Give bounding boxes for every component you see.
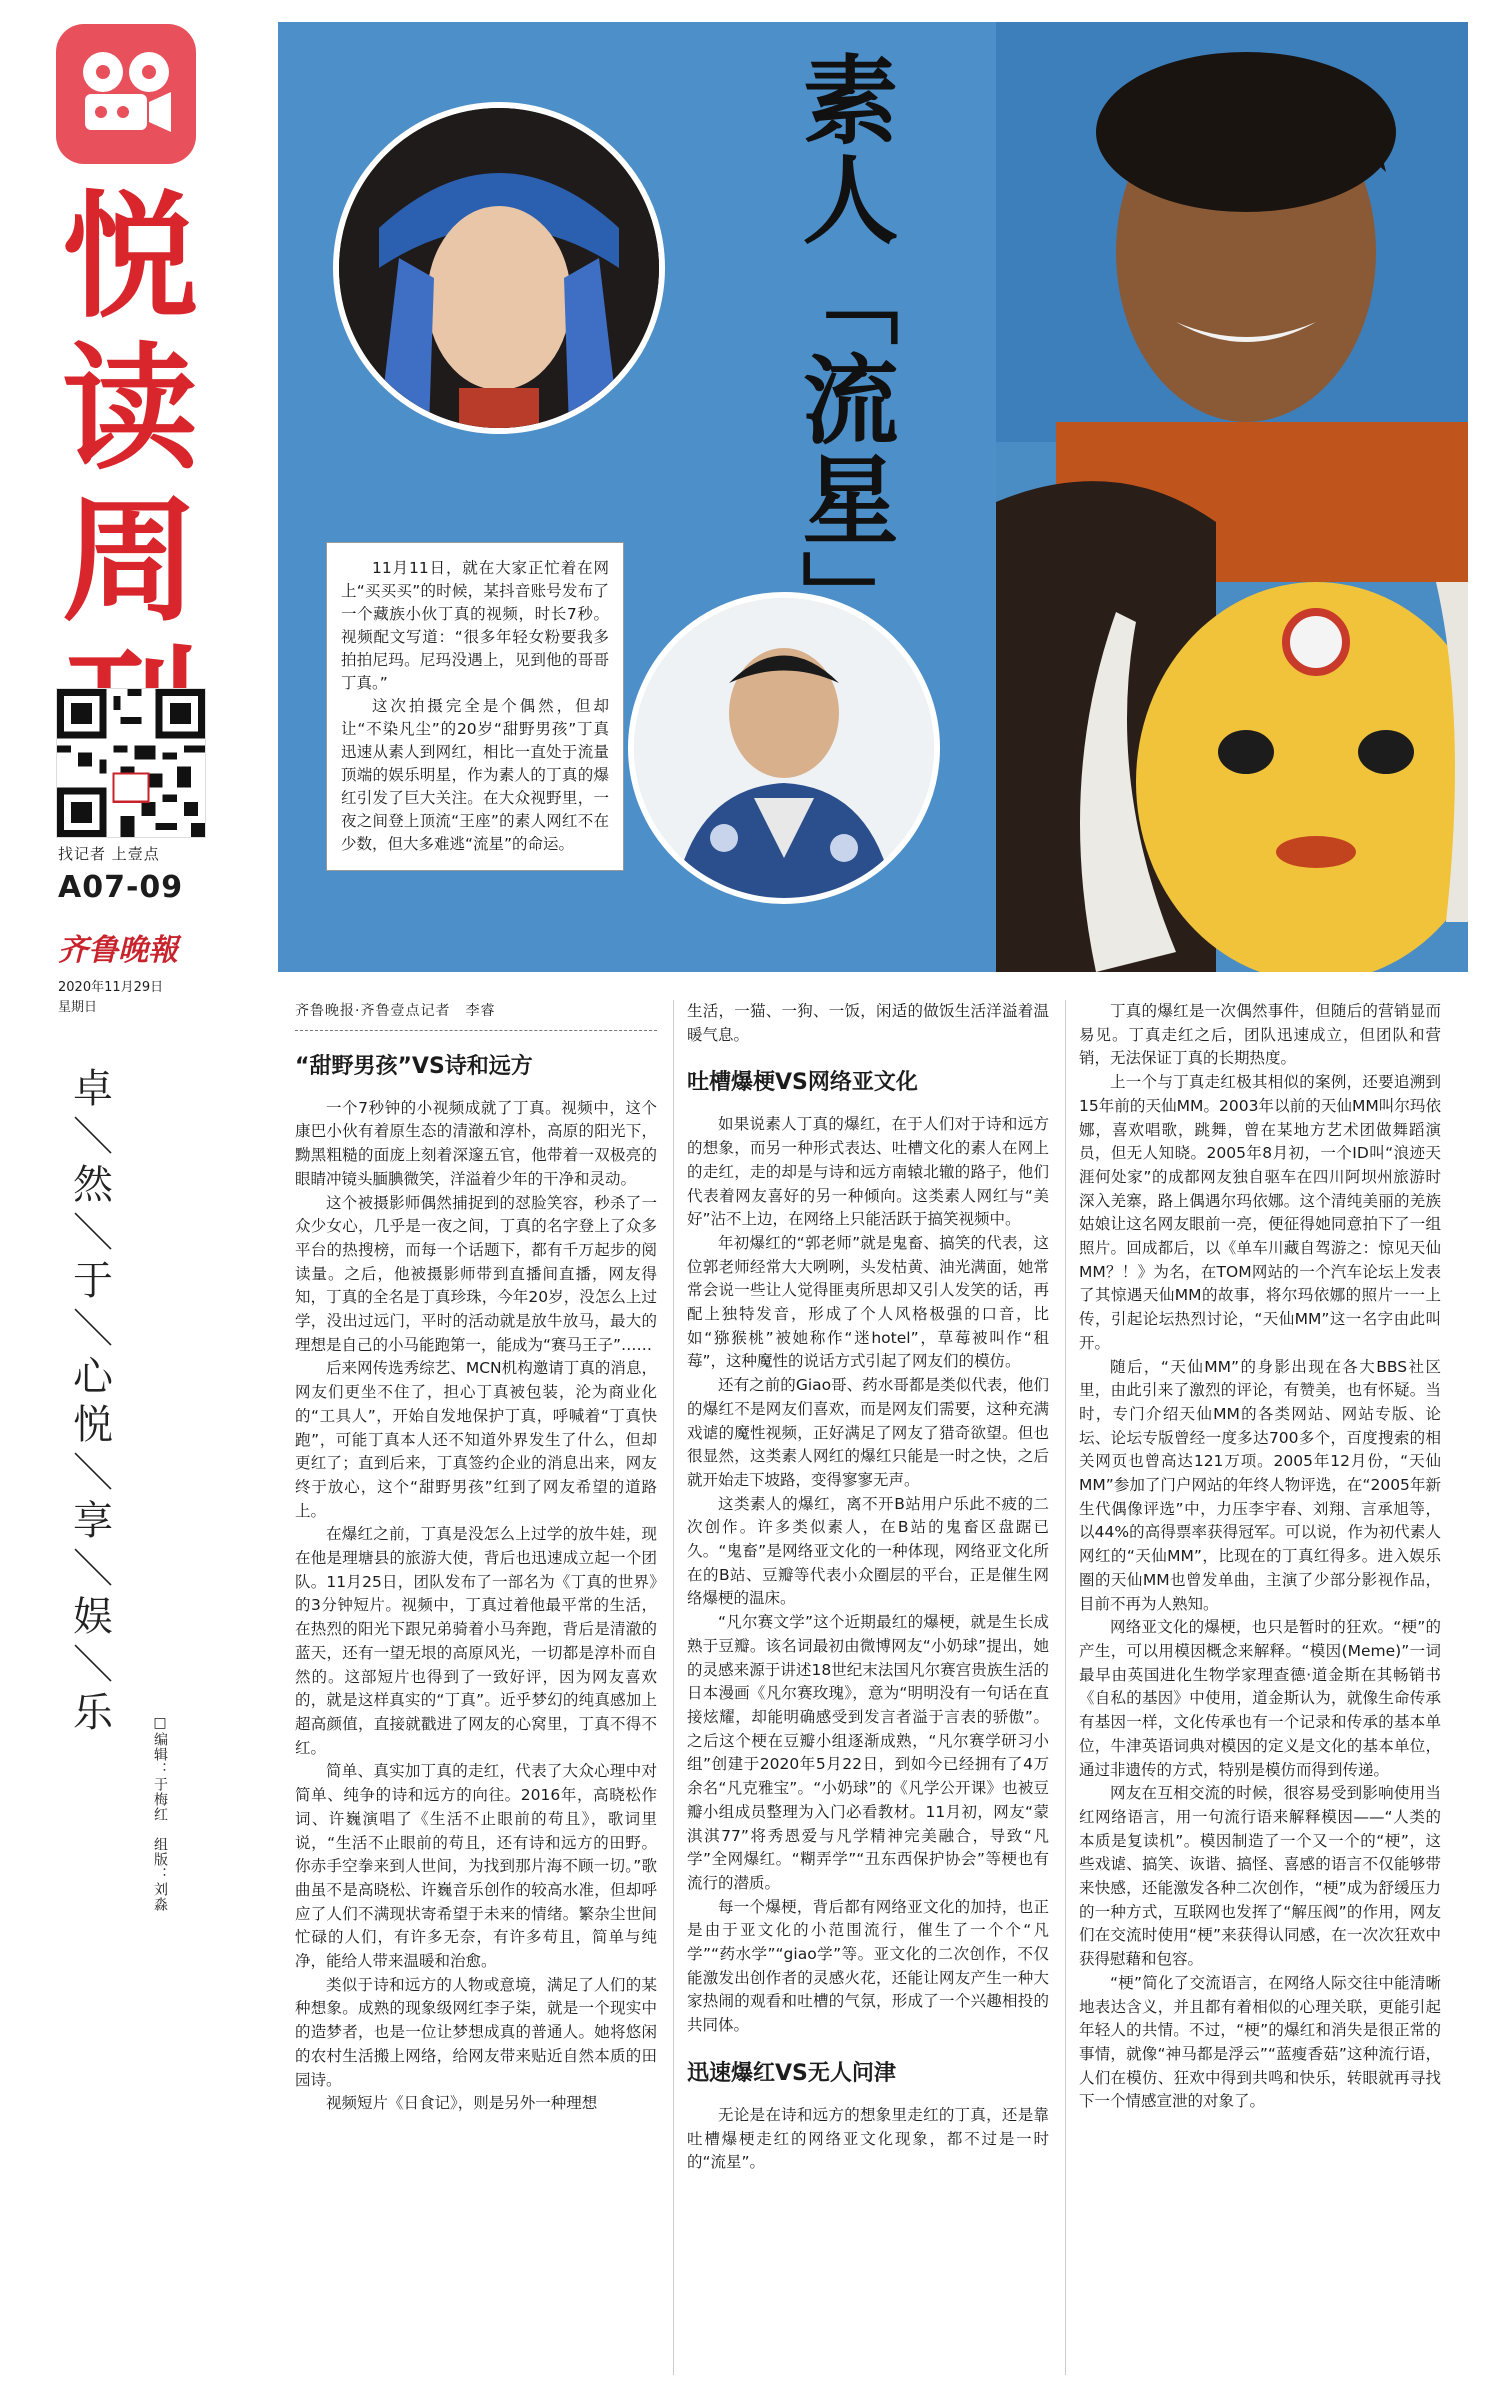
intro-box [326, 542, 624, 871]
masthead-title-char: 周 [62, 483, 198, 641]
paragraph: 随后，“天仙MM”的身影出现在各大BBS社区里，由此引来了激烈的评论，有赞美，也有怀疑。当时，专门介绍天仙MM的各类网站、网站专版、论坛、论坛专版曾经一度多达700多个，百度搜索的相关网页也曾高达121万项。2005年12月份，“天仙MM”参加了门户网站的年终人物评选，在“2005年新生代偶像评选”中，力压李宇春、刘翔、言承旭等，以44%的高得票率获得冠军。可以说，作为初代素人网红的“天仙MM”，比现在的丁真红得多。进入娱乐圈的天仙MM也曾发单曲，主演了少部分影视作品，目前不再为人熟知。 [1079, 1357, 1441, 1613]
page-numbers: A07-09 [58, 870, 184, 905]
slogan-char: ＼ [73, 1210, 113, 1256]
article-column-1 [295, 1000, 657, 2116]
paragraph: 这类素人的爆红，离不开B站用户乐此不疲的二次创作。许多类似素人，在B站的鬼畜区盘踞已久。“鬼畜”是网络亚文化的一种体现，网络亚文化所在的B站、豆瓣等代表小众圈层的平台，正是催生网络爆梗的温床。 [687, 1494, 1049, 1608]
slogan-char: 乐 [73, 1690, 113, 1736]
paragraph: “凡尔赛文学”这个近期最红的爆梗，就是生长成熟于豆瓣。该名词最初由微博网友“小奶球”提出，她的灵感来源于讲述18世纪末法国凡尔赛宫贵族生活的日本漫画《凡尔赛玫瑰》，意为“明明没有一句话在直接炫耀，却能明确感受到发言者溢于言表的骄傲”。之后这个梗在豆瓣小组逐渐成熟，“凡尔赛学研习小组”创建于2020年5月22日，到如今已经拥有了4万余名“凡克雅宝”。“小奶球”的《凡学公开课》也被豆瓣小组成员整理为入门必看教材。11月初，网友“蒙淇淇77”将秀恩爱与凡学精神完美融合，导致“凡学”全网爆红。“糊弄学”“丑东西保护协会”等梗也有流行的潜质。 [687, 1613, 1049, 1892]
paragraph: 每一个爆梗，背后都有网络亚文化的加持，也正是由于亚文化的小范围流行，催生了一个个“凡学”“药水学”“giao学”等。亚文化的二次创作，不仅能激发出创作者的灵感火花，还能让网友产生一种大家热闹的观看和吐槽的气氛，形成了一个兴趣相投的共同体。 [687, 1897, 1049, 2035]
paragraph: “梗”简化了交流语言，在网络人际交往中能清晰地表达含义，并且都有着相似的心理关联，更能引起年轻人的共情。不过，“梗”的爆红和消失是很正常的事情，就像“神马都是浮云”“蓝瘦香菇”这种流行语，人们在模仿、狂欢中得到共鸣和快乐，转眼就再寻找下一个情感宣泄的对象了。 [1079, 1973, 1441, 2111]
slogan-char: 于 [73, 1258, 113, 1304]
date-text: 2020年11月29日 [58, 980, 164, 995]
byline: 齐鲁晚报·齐鲁壹点记者 李睿 [295, 1000, 657, 1031]
masthead-title-char: 读 [62, 331, 198, 489]
slogan-char: 心 [73, 1354, 113, 1400]
paragraph: 还有之前的Giao哥、药水哥都是类似代表，他们的爆红不是网友们喜欢，而是网友们需要，这种充满戏谑的魔性视频，正好满足了网友了猎奇欲望。但也很显然，这类素人网红的爆红只能是一时之快，之后就开始走下坡路，变得寥寥无声。 [687, 1376, 1049, 1489]
slogan-char: ＼ [73, 1306, 113, 1352]
column-divider [1065, 1000, 1066, 2375]
portrait-photo-icon [996, 22, 1468, 972]
film-camera-icon [71, 44, 181, 144]
column-divider [673, 1000, 674, 2375]
slogan-char: ＼ [73, 1642, 113, 1688]
slogan-char: 然 [73, 1162, 113, 1208]
paragraph: 后来网传选秀综艺、MCN机构邀请丁真的消息，网友们更坐不住了，担心丁真被包装，沦为商业化的“工具人”，开始自发地保护丁真，呼喊着“丁真快跑”，可能丁真本人还不知道外界发生了什么，但却更红了；直到后来，丁真签约企业的消息出来，网友终于放心，这个“甜野男孩”红到了网友希望的道路上。 [295, 1359, 657, 1520]
photo-tibetan-boy [996, 22, 1468, 972]
article-column-2 [687, 1000, 1049, 2175]
hero-banner [278, 22, 1468, 972]
section-heading: 吐槽爆梗VS网络亚文化 [687, 1070, 918, 1096]
paragraph: 这个被摄影师偶然捕捉到的怼脸笑容，秒杀了一众少女心，几乎是一夜之间，丁真的名字登上了众多平台的热搜榜，而每一个话题下，都有千万起步的阅读量。之后，他被摄影师带到直播间直播，网友得知，丁真的全名是丁真珍珠，今年20岁，没怎么上过学，没出过远门，平时的活动就是放牛放马，最大的理想是自己的小马能跑第一，能成为“赛马王子”…… [295, 1193, 657, 1354]
editor-credits: □编辑：于梅红 组版：刘淼 [152, 1715, 168, 1912]
qr-code[interactable] [56, 688, 206, 838]
slogan-char: 卓 [73, 1066, 113, 1112]
slogan-char: ＼ [73, 1450, 113, 1496]
paragraph: 网络亚文化的爆梗，也只是暂时的狂欢。“梗”的产生，可以用模因概念来解释。“模因(Meme)”一词最早由英国进化生物学家理查德·道金斯在其畅销书《自私的基因》中使用，道金斯认为，就像生命传承有基因一样，文化传承也有一个记录和传承的基本单位，牛津英语词典对模因的定义是文化的基本单位，通过非遗传的方式，特别是模仿而得到传递。 [1079, 1618, 1441, 1779]
section-heading: 迅速爆红VS无人问津 [687, 2060, 896, 2086]
slogan-char: ＼ [73, 1114, 113, 1160]
photo-girl-circle [333, 102, 665, 434]
article-column-3 [1079, 1000, 1441, 2114]
paragraph: 网友在互相交流的时候，很容易受到影响使用当红网络语言，用一句流行语来解释模因——“人类的本质是复读机”。模因制造了一个又一个的“梗”，这些戏谑、搞笑、诙谐、搞怪、喜感的语言不仅能够带来快感，还能激发各种二次创作，“梗”成为舒缓压力的一种方式，互联网也发挥了“解压阀”的作用，网友们在交流时使用“梗”来获得认同感，在一次次狂欢中获得慰藉和包容。 [1079, 1784, 1441, 1969]
intro-paragraph: 这次拍摄完全是个偶然，但却让“不染凡尘”的20岁“甜野男孩”丁真迅速从素人到网红，相比一直处于流量顶端的娱乐明星，作为素人的丁真的爆红引发了巨大关注。在大众视野里，一夜之间登上顶流“王座”的素人网红不在少数，但大多难逃“流星”的命运。 [341, 697, 609, 853]
portrait-photo-icon [339, 108, 659, 428]
qr-code-icon [57, 689, 205, 837]
film-camera-logo [56, 24, 196, 164]
issue-date [58, 978, 163, 1018]
paragraph: 上一个与丁真走红极其相似的案例，还要追溯到15年前的天仙MM。2003年以前的天仙MM叫尔玛依娜，喜欢唱歌，跳舞，曾在某地方艺术团做舞蹈演员，但无人知晓。2005年8月初，一个ID叫“浪迹天涯何处家”的成都网友独自驱车在四川阿坝州旅游时深入羌寨，路上偶遇尔玛依娜。这个清纯美丽的羌族姑娘让这名网友眼前一亮，便征得她同意拍下了一组照片。回成都后，以《单车川藏自驾游之：惊见天仙MM？！》为名，在TOM网站的一个汽车论坛上发表了其惊遇天仙MM的故事，将尔玛依娜的照片一一上传，引起论坛热烈讨论，“天仙MM”这一名字由此叫开。 [1079, 1073, 1441, 1352]
paragraph: 类似于诗和远方的人物或意境，满足了人们的某种想象。成熟的现象级网红李子柒，就是一个现实中的造梦者，也是一位让梦想成真的普通人。她将悠闲的农村生活搬上网络，给网友带来贴近自然本质的田园诗。 [295, 1975, 657, 2089]
paragraph: 丁真的爆红是一次偶然事件，但随后的营销显而易见。丁真走红之后，团队迅速成立，但团队和营销，无法保证丁真的长期热度。 [1079, 1002, 1441, 1068]
slogan-char: 娱 [73, 1594, 113, 1640]
reporter-contact: 找记者 上壹点 [58, 845, 160, 863]
paragraph: 生活，一猫、一狗、一饭，闲适的做饭生活洋溢着温暖气息。 [687, 1002, 1049, 1044]
vertical-slogan [58, 1065, 128, 1737]
intro-paragraph: 11月11日，就在大家正忙着在网上“买买买”的时候，某抖音账号发布了一个藏族小伙丁真的视频，时长7秒。视频配文写道：“很多年轻女粉要我多拍拍尼玛。尼玛没遇上，见到他的哥哥丁真。” [341, 559, 609, 692]
paragraph: 如果说素人丁真的爆红，在于人们对于诗和远方的想象，而另一种形式表达、吐槽文化的素人在网上的走红，走的却是与诗和远方南辕北辙的路子，他们代表着网友喜好的另一种倾向。这类素人网红与“美好”沾不上边，在网络上只能活跃于搞笑视频中。 [687, 1115, 1049, 1229]
section-heading: “甜野男孩”VS诗和远方 [295, 1053, 533, 1079]
slogan-char: ＼ [73, 1546, 113, 1592]
slogan-char: 享 [73, 1498, 113, 1544]
masthead-title-char: 悦 [62, 179, 198, 337]
newspaper-name: 齐鲁晚報 [58, 933, 178, 968]
paragraph: 简单、真实加丁真的走红，代表了大众心理中对简单、纯争的诗和远方的向往。2016年，高晓松作词、许巍演唱了《生活不止眼前的苟且》，歌词里说，“生活不止眼前的苟且，还有诗和远方的田野。你赤手空拳来到人世间，为找到那片海不顾一切。”歌曲虽不是高晓松、许巍音乐创作的较高水准，但却呼应了人们不满现状寄希望于未来的情绪。繁杂尘世间忙碌的人们，有许多无奈，有许多苟且，简单与纯净，能给人带来温暖和治愈。 [295, 1762, 657, 1971]
hero-title: 素人「流星」 [787, 50, 899, 650]
paragraph: 无论是在诗和远方的想象里走红的丁真，还是靠吐槽爆梗走红的网络亚文化现象，都不过是一时的“流星”。 [687, 2105, 1049, 2172]
paragraph: 在爆红之前，丁真是没怎么上过学的放牛娃，现在他是理塘县的旅游大使，背后也迅速成立起一个团队。11月25日，团队发布了一部名为《丁真的世界》的3分钟短片。视频中，丁真过着他最平常的生活，在热烈的阳光下跟兄弟骑着小马奔跑，背后是清澈的蓝天，还有一望无垠的高原风光，一切都是淳朴而自然的。这部短片也得到了一致好评，因为网友喜欢的，就是这样真实的“丁真”。近乎梦幻的纯真感加上超高颜值，直接就戳进了网友的心窝里，丁真不得不红。 [295, 1525, 657, 1757]
paragraph: 视频短片《日食记》，则是另外一种理想 [326, 2094, 598, 2113]
masthead-sidebar [0, 0, 275, 2395]
slogan-char: 悦 [73, 1402, 113, 1448]
weekday-text: 星期日 [58, 1000, 98, 1015]
paragraph: 年初爆红的“郭老师”就是鬼畜、搞笑的代表，这位郭老师经常大大咧咧，头发枯黄、油光满面，她常常会说一些让人觉得匪夷所思却又引人发笑的话，再配上独特发音，形成了个人风格极强的口音，比如“猕猴桃”被她称作“迷hotel”，草莓被叫作“租莓”，这种魔性的说话方式引起了网友们的模仿。 [687, 1233, 1049, 1371]
paragraph: 一个7秒钟的小视频成就了丁真。视频中，这个康巴小伙有着原生态的清澈和淳朴，高原的阳光下，黝黑粗糙的面庞上刻着深邃五官，他带着一双极亮的眼睛冲镜头腼腆微笑，洋溢着少年的干净和灵动。 [295, 1098, 657, 1188]
article-body [285, 1000, 1465, 2380]
